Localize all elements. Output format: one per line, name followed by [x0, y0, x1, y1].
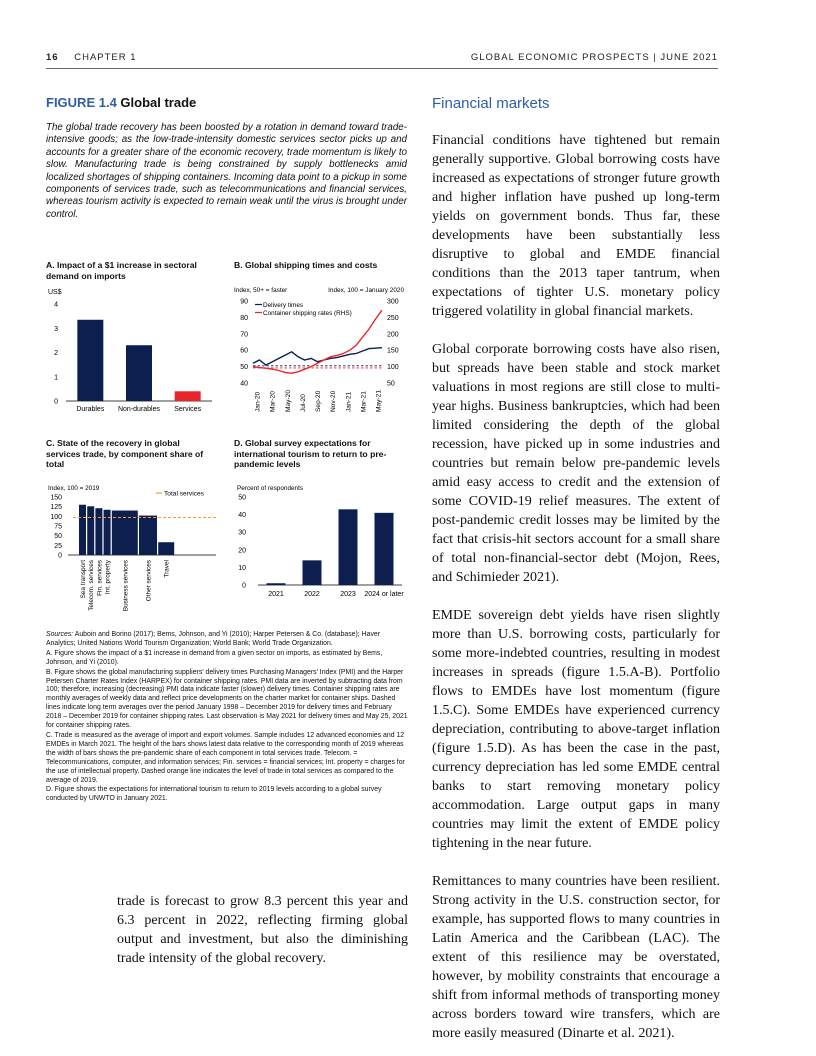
paragraph-1: Financial conditions have tightened but remain generally supportive. Global borrowing costs have increased as expectations of stronger future growth and higher inflation have pushed up long-term yields on government bonds. Thus far, these developments have been substantially less disruptive to global and EMDE financial conditions than the 2013 taper tantrum, when expectations of tighter U.S. monetary policy triggered volatility in global financial markets.	[432, 133, 720, 319]
panel-b-ytick-left: 90	[240, 298, 248, 306]
left-column-text	[117, 892, 408, 968]
panel-c-title: C. State of the recovery in global services trade, by component share of total	[46, 438, 204, 469]
panel-c-bar	[95, 508, 102, 555]
panel-d-bar	[303, 560, 322, 585]
panel-b-xtick: Jan-20	[254, 391, 262, 412]
panel-b-xtick: May-21	[375, 390, 383, 412]
panel-a-ytick: 0	[54, 398, 58, 406]
panel-c-ytick: 25	[54, 542, 62, 550]
panel-d-title: D. Global survey expectations for international tourism to return to pre-pandemic levels	[234, 438, 387, 469]
source-note: A. Figure shows the impact of a $1 increase in demand from a given sector on imports, as estimated by Bems, Johnson, and Yi (2010).	[46, 649, 383, 666]
panel-d-ytick: 10	[238, 564, 246, 572]
panel-c-category: Business services	[122, 560, 130, 612]
panel-c-category: Fin. services	[96, 560, 104, 596]
panel-b-xtick: Nov-20	[330, 390, 338, 412]
figure-intro: The global trade recovery has been boosted by a rotation in demand toward trade-intensive goods; as the low-trade-intensity domestic services sector picks up and accounts for a greater share of the economic recovery, trade momentum is likely to slow. Manufacturing trade is being constrained by supply bottlenecks amid localized shortages of shipping containers. Incoming data point to a pickup in some components of services trade, such as telecommunications and financial services, whereas tourism activity is expected to remain weak until the virus is brought under control.	[46, 122, 407, 220]
panel-a-bar	[126, 345, 152, 401]
panel-c-ylabel: Index, 100 = 2019	[48, 485, 100, 492]
chapter-label: CHAPTER 1	[74, 52, 137, 63]
panel-c-ytick: 100	[50, 513, 62, 521]
panel-c-bar	[104, 510, 111, 555]
panel-a-category: Non-durables	[117, 406, 161, 413]
panel-c-ytick: 75	[54, 523, 62, 531]
panel-a-ytick: 3	[54, 325, 58, 333]
panel-b-ytick-right: 150	[387, 347, 399, 355]
panel-a-ytick: 2	[54, 350, 58, 357]
source-note: B. Figure shows the global manufacturing suppliers' delivery times Purchasing Managers' Index (PMI) and the Harper Petersen Charter Rates Index (HARPEX) for container shipping rates. PMI data are inverted by subtracting data from 100; therefore, increasing (decreasing) PMI data indicate faster (slower) delivery times. Container shipping rates are monthly averages of weekly data and reflect price developments on the charter market for container ships. Dashed lines indicate long term averages over the period January 1998 – December 2019 for delivery times and February 2018 – December 2019 for container shipping rates. Last observation is May 2021 for delivery times and May 25, 2021 for container shipping rates.	[46, 668, 408, 730]
panel-d-bar	[267, 583, 286, 585]
paragraph-2: Global corporate borrowing costs have also risen, but spreads have been stable and stock market valuations in most regions are still close to multi-year highs. Business bankruptcies, which had been limited considering the depth of the global recession, have picked up in some industries and countries but remain below pre-pandemic levels amid easy access to credit and the extension of some COVID-19 relief measures. The extent of post-pandemic credit losses may be limited by the fact that crisis-hit sectors account for a small share of total non-financial-sector debt (Mojon, Rees, and Schimieder 2021).	[432, 342, 720, 585]
panel-c-bar	[139, 516, 157, 555]
panel-d-bar	[339, 509, 358, 585]
panel-b-xtick: Mar-20	[269, 391, 277, 412]
paragraph-3: EMDE sovereign debt yields have risen slightly more than U.S. borrowing costs, particularly for some more-indebted countries, resulting in modest increases in spreads (figure 1.5.A-B). Portfolio flows to EMDEs have lost momentum (figure 1.5.C). Some EMDEs have experienced currency depreciation, contributing to above-target inflation (figure 1.5.D). As has been the case in the past, currency depreciation has led some EMDE central banks to start removing monetary policy accommodation. Large output gaps in many countries may limit the extent of EMDE policy tightening in the near future.	[432, 608, 720, 851]
panel-b-ytick-left: 80	[240, 314, 248, 322]
panel-c-category: Other services	[145, 560, 153, 602]
panel-c-bar	[87, 506, 94, 555]
panel-b-ytick-right: 200	[387, 331, 399, 339]
left-paragraph: trade is forecast to grow 8.3 percent this year and 6.3 percent in 2022, reflecting firming global output and investment, but also the diminishing trade intensity of the global recovery.	[117, 894, 408, 966]
panel-b-right-axis-label: Index, 100 = January 2020	[328, 287, 404, 294]
panel-d-ytick: 50	[238, 494, 246, 502]
panel-b-xtick: May-20	[284, 390, 292, 412]
panel-d-category: 2022	[304, 591, 320, 598]
panel-b-left-axis-label: Index, 50+ = faster	[234, 287, 288, 294]
panel-d-ylabel: Percent of respondents	[237, 485, 304, 492]
panel-b-xtick: Mar-21	[360, 391, 368, 412]
panel-a-bar	[77, 320, 103, 401]
panel-d-category: 2024 or later	[364, 591, 404, 598]
panel-a-category: Services	[174, 406, 202, 413]
panel-a-ylabel: US$	[48, 289, 62, 296]
figure-label: FIGURE 1.4	[46, 95, 117, 110]
page-number: 16	[46, 52, 59, 63]
panel-c-ytick: 150	[50, 494, 62, 502]
panel-a-ytick: 4	[54, 301, 58, 309]
panel-b-title: B. Global shipping times and costs	[234, 260, 378, 270]
panel-d-category: 2021	[268, 591, 284, 598]
panel-b-ytick-left: 40	[240, 380, 248, 388]
panel-d-ytick: 40	[238, 512, 246, 520]
panel-c-legend-label: Total services	[164, 490, 204, 498]
panel-c-category: Int. property	[104, 560, 112, 595]
figure-title-text: Global trade	[120, 95, 197, 110]
source-note: C. Trade is measured as the average of import and export volumes. Sample includes 12 advanced economies and 12 EMDEs in March 2021. The height of the bars shows latest data relative to the corresponding month of 2019 whereas the width of bars shows the pre-pandemic share of each component in total services trade. Telecom. = Telecommunications, computer, and information services; Fin. services = financial services; Int. property = charges for the use of intellectual property. Dashed orange line indicates the level of trade in total services as compared to the average of 2019.	[46, 731, 405, 784]
panel-c-category: Telecom. services	[88, 560, 96, 611]
panel-c-ytick: 50	[54, 533, 62, 541]
panel-c-bar	[79, 505, 86, 555]
right-column-text	[432, 131, 720, 1043]
source-label: Sources:	[46, 631, 74, 638]
panel-a-category: Durables	[76, 406, 105, 413]
panel-d-ytick: 30	[238, 529, 246, 537]
panel-c-bar	[158, 542, 174, 555]
panel-c-category: Sea transport	[80, 560, 87, 599]
source-note: Sources: Auboin and Borino (2017); Bems, Johnson, and Yi (2010); Harper Petersen & Co. (database); Haver Analytics; United Nations World Tourism Organization; World Bank; World Trade Organization.	[46, 631, 381, 647]
panel-b-ytick-right: 250	[387, 314, 399, 322]
panel-b-legend-label: Container shipping rates (RHS)	[263, 310, 352, 317]
panel-b-xtick: Jul-20	[299, 394, 307, 412]
panel-b-ytick-left: 60	[240, 347, 248, 355]
panel-c-ytick: 125	[50, 504, 62, 512]
panel-b-xtick: Jan-21	[345, 391, 353, 412]
panel-b-legend-label: Delivery times	[263, 302, 304, 309]
panel-d-bar	[375, 513, 394, 585]
source-note: D. Figure shows the expectations for international tourism to return to 2019 levels according to a global survey conducted by UNWTO in January 2021.	[46, 786, 382, 803]
panel-a-ytick: 1	[54, 374, 58, 382]
panel-d-ytick: 20	[238, 547, 246, 555]
panel-b-ytick-right: 300	[387, 298, 399, 306]
panel-d-ytick: 0	[242, 582, 246, 590]
panel-a-title: A. Impact of a $1 increase in sectoral demand on imports	[46, 260, 197, 281]
panel-b-ytick-right: 50	[387, 380, 395, 388]
panel-b-ytick-right: 100	[387, 364, 399, 372]
publication-title: GLOBAL ECONOMIC PROSPECTS | JUNE 2021	[470, 52, 718, 63]
panel-b-ytick-left: 70	[240, 331, 248, 339]
panel-b-delivery-times-line	[253, 348, 382, 365]
panel-c-category: Travel	[163, 560, 171, 578]
paragraph-4: Remittances to many countries have been resilient. Strong activity in the U.S. construction sector, for example, has supported flows to many countries in Latin America and the Caribbean (LAC). The extent of this resilience may be overstated, however, by mobility constraints that encourage a shift from informal methods of transporting money across borders toward wire transfers, which are more easily measured (Dinarte et al. 2021).	[432, 874, 720, 1041]
panel-b-shipping-rates-line	[253, 310, 382, 373]
figure-sources	[46, 631, 408, 805]
panel-a-bar	[175, 391, 201, 401]
panel-b-xtick: Sep-20	[315, 390, 322, 412]
panel-d-category: 2023	[340, 591, 356, 598]
section-heading: Financial markets	[432, 95, 550, 112]
panel-c-ytick: 0	[58, 552, 62, 560]
panel-b-ytick-left: 50	[240, 364, 248, 372]
